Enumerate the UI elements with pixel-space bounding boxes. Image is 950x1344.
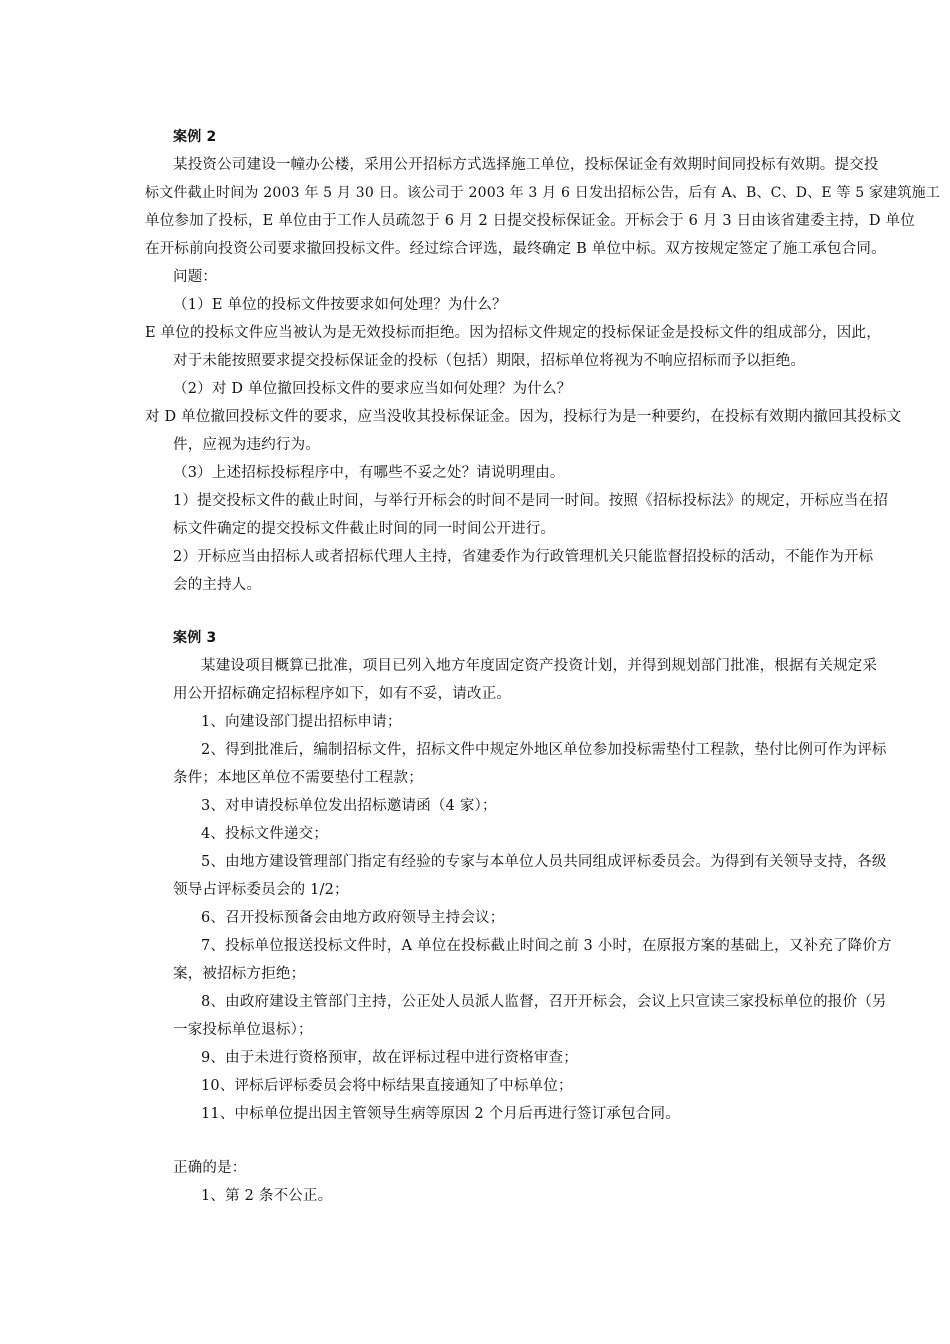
case2-intro-line-3: 单位参加了投标，E 单位由于工作人员疏忽于 6 月 2 日提交投标保证金。开标会于 6 月 3 日由该省建委主持，D 单位 [145,213,915,229]
correct-label: 正确的是： [173,1160,247,1176]
correct-item-1: 1、第 2 条不公正。 [201,1188,333,1204]
procedure-item-5-line-2: 领导占评标委员会的 1/2； [173,882,349,898]
question-3: （3）上述招标投标程序中，有哪些不妥之处？请说明理由。 [173,465,565,481]
procedure-item-6: 6、召开投标预备会由地方政府领导主持会议； [201,910,505,926]
procedure-item-5-line-1: 5、由地方建设管理部门指定有经验的专家与本单位人员共同组成评标委员会。为得到有关领导支持，各级 [201,854,887,870]
case3-intro-line-1: 某建设项目概算已批准，项目已列入地方年度固定资产投资计划，并得到规划部门批准，根据有关规定采 [201,658,878,674]
questions-label: 问题： [173,269,218,285]
case2-intro-line-1: 某投资公司建设一幢办公楼，采用公开招标方式选择施工单位，投标保证金有效期时间同投标有效期。提交投 [173,157,879,173]
case2-title: 案例 2 [173,129,217,145]
procedure-item-4: 4、投标文件递交； [201,826,329,842]
procedure-item-8-line-2: 一家投标单位退标）； [173,1022,313,1038]
procedure-item-8-line-1: 8、由政府建设主管部门主持，公正处人员派人监督，召开开标会，会议上只宣读三家投标单位的报价（另 [201,994,887,1010]
case2-intro-line-4: 在开标前向投资公司要求撤回投标文件。经过综合评选，最终确定 B 单位中标。双方按规定签定了施工承包合同。 [145,241,886,257]
procedure-item-2-line-1: 2、得到批准后，编制招标文件，招标文件中规定外地区单位参加投标需垫付工程款，垫付比例可作为评标 [201,742,887,758]
procedure-item-10: 10、评标后评标委员会将中标结果直接通知了中标单位； [201,1078,573,1094]
answer-3-1-line-2: 标文件确定的提交投标文件截止时间的同一时间公开进行。 [173,521,556,537]
question-2: （2）对 D 单位撤回投标文件的要求应当如何处理？为什么？ [173,381,572,397]
case2-intro-line-2: 标文件截止时间为 2003 年 5 月 30 日。该公司于 2003 年 3 月 6 日发出招标公告，后有 A、B、C、D、E 等 5 家建筑施工 [145,185,941,201]
case3-intro-line-2: 用公开招标确定招标程序如下，如有不妥，请改正。 [173,686,512,702]
answer-3-2-line-1: 2）开标应当由招标人或者招标代理人主持，省建委作为行政管理机关只能监督招投标的活动，不能作为开标 [173,549,874,565]
answer-1-line-1: E 单位的投标文件应当被认为是无效投标而拒绝。因为招标文件规定的投标保证金是投标文件的组成部分，因此， [145,325,881,341]
procedure-item-2-line-2: 条件；本地区单位不需要垫付工程款； [173,770,423,786]
answer-2-line-1: 对 D 单位撤回投标文件的要求，应当没收其投标保证金。因为，投标行为是一种要约，在投标有效期内撤回其投标文 [145,409,902,425]
procedure-item-11: 11、中标单位提出因主管领导生病等原因 2 个月后再进行签订承包合同。 [201,1106,680,1122]
procedure-item-1: 1、向建设部门提出招标申请； [201,714,402,730]
procedure-item-7-line-2: 案，被招标方拒绝； [173,966,306,982]
answer-3-2-line-2: 会的主持人。 [173,577,262,593]
procedure-item-9: 9、由于未进行资格预审，故在评标过程中进行资格审查； [201,1050,578,1066]
question-1: （1）E 单位的投标文件按要求如何处理？为什么？ [173,297,507,313]
answer-3-1-line-1: 1）提交投标文件的截止时间，与举行开标会的时间不是同一时间。按照《招标投标法》的规定，开标应当在招 [173,493,889,509]
answer-2-line-2: 件，应视为违约行为。 [173,437,320,453]
procedure-item-3: 3、对申请投标单位发出招标邀请函（4 家）； [201,798,497,814]
answer-1-line-2: 对于未能按照要求提交投标保证金的投标（包括）期限，招标单位将视为不响应招标而予以拒绝。 [173,353,806,369]
procedure-item-7-line-1: 7、投标单位报送投标文件时，A 单位在投标截止时间之前 3 小时，在原报方案的基础上，又补充了降价方 [201,938,892,954]
case3-title: 案例 3 [173,630,217,646]
